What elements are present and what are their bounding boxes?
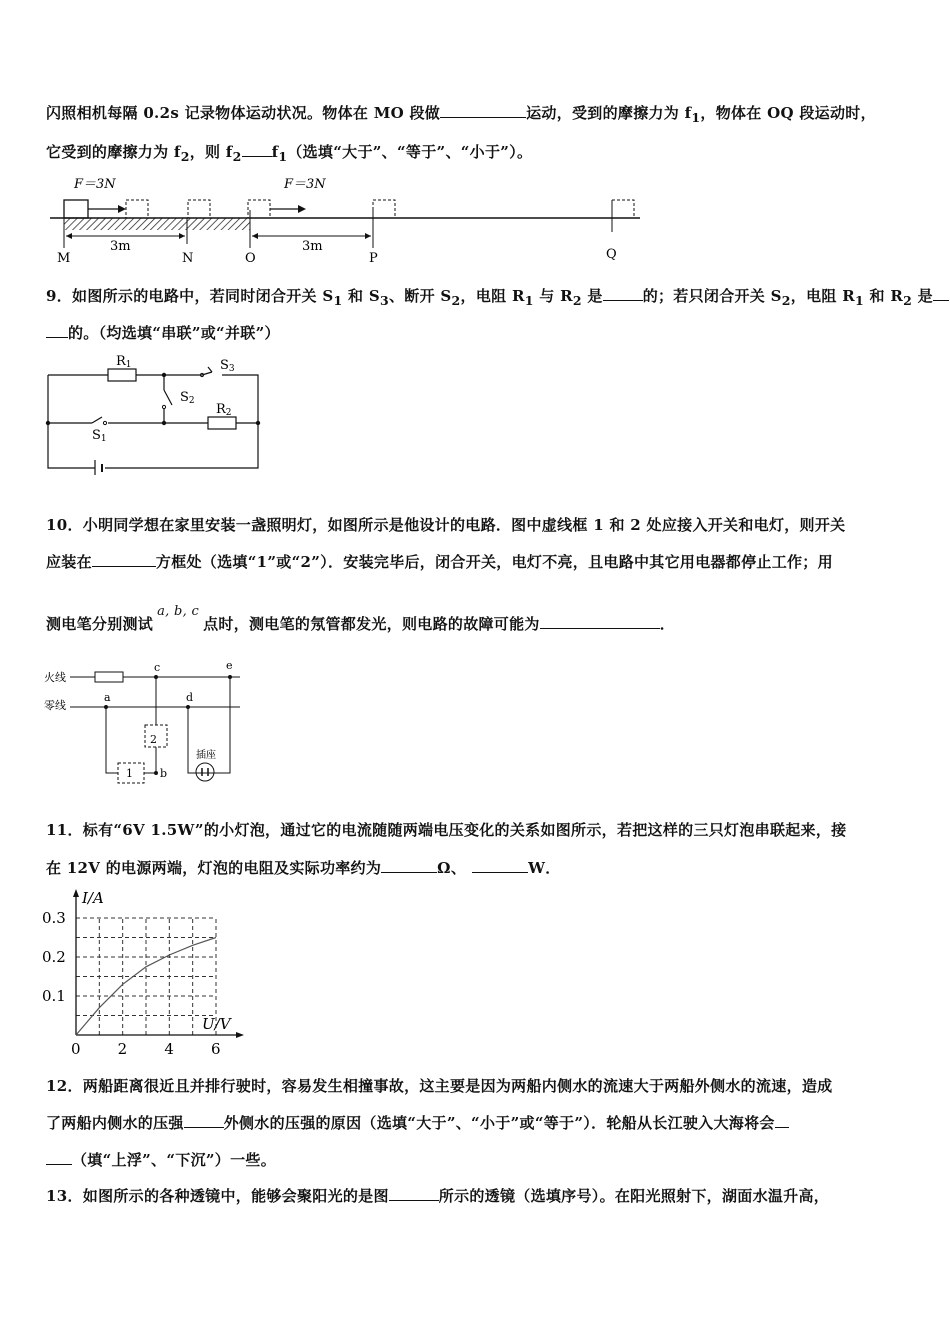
q10-blank-fault[interactable] <box>540 614 660 629</box>
q9-label-r2: R2 <box>216 402 232 418</box>
q9-text-line2: 的。（均选填“串联”或“并联”） <box>46 322 280 343</box>
q8-text-line1: 闪照相机每隔 0.2s 记录物体运动状况。物体在 MO 段做 运动，受到的摩擦力为 $f_1$，物体在 OQ 段运动时， <box>46 104 876 125</box>
x-tick-label: 0 <box>71 1040 81 1058</box>
q10-text-line3: 测电笔分别测试a, b, c点时，测电笔的氖管都发光，则电路的故障可能为 ． <box>46 604 676 633</box>
q11-blank-power[interactable] <box>472 858 528 873</box>
q11-iu-chart <box>40 885 270 1060</box>
q8-point-p: P <box>369 251 378 266</box>
q12-blank-float-a[interactable] <box>775 1113 789 1128</box>
svg-text:2: 2 <box>150 733 157 746</box>
q9-resistor-r2 <box>208 417 236 429</box>
q8-blank-motion[interactable] <box>440 103 526 118</box>
q11-blank-resistance[interactable] <box>381 858 437 873</box>
q9-resistor-r1 <box>108 369 136 381</box>
q10-socket-label: 插座 <box>196 750 216 761</box>
q13-text-line1: 13．如图所示的各种透镜中，能够会聚阳光的是图 所示的透镜（选填序号）。在阳光照射下，湖面水温升高， <box>46 1187 830 1205</box>
chart-ticks <box>42 909 221 1058</box>
q8-block-ghost <box>373 200 395 218</box>
q8-block-ghost <box>248 200 270 218</box>
q10-fuse <box>95 672 123 682</box>
svg-text:a: a <box>104 691 111 704</box>
q9-label-s2: S2 <box>180 390 195 406</box>
q8-block-ghost <box>188 200 210 218</box>
q10-live-label: 火线 <box>44 671 66 684</box>
q9-blank-2a[interactable] <box>933 286 949 301</box>
q8-force-right-label: F＝3N <box>284 177 326 192</box>
q9-label-s1: S1 <box>92 428 107 444</box>
q9-label-s3: S3 <box>220 358 235 374</box>
svg-text:e: e <box>226 659 233 672</box>
svg-text:1: 1 <box>126 767 133 780</box>
svg-text:c: c <box>154 661 161 674</box>
q9-blank-1[interactable] <box>603 286 643 301</box>
q10-socket <box>196 763 214 781</box>
q8-point-o: O <box>245 251 256 266</box>
svg-text:3m: 3m <box>110 239 131 254</box>
y-tick-label: 0.1 <box>42 987 66 1005</box>
q12-blank-float-b[interactable] <box>46 1150 72 1165</box>
svg-text:b: b <box>160 767 168 780</box>
q8-motion-figure <box>40 170 650 270</box>
q10-blank-position[interactable] <box>92 552 156 567</box>
q9-circuit-figure <box>40 345 280 475</box>
x-tick-label: 4 <box>164 1040 174 1058</box>
y-axis-arrow <box>73 889 79 897</box>
q13-blank-lens[interactable] <box>389 1186 439 1201</box>
q12-text-line3: （填“上浮”、“下沉”）一些。 <box>46 1149 276 1170</box>
q8-blank-compare[interactable] <box>242 142 272 157</box>
q8-point-n: N <box>182 251 194 266</box>
q11-text-line2: 在 12V 的电源两端，灯泡的电阻及实际功率约为 Ω、 W． <box>46 859 561 877</box>
q10-text-line2: 应装在 方框处（选填“1”或“2”）．安装完毕后，闭合开关，电灯不亮，且电路中其它用电器都停止工作；用 <box>46 553 833 571</box>
q8-force-left-label: F＝3N <box>74 177 116 192</box>
svg-text:3m: 3m <box>302 239 323 254</box>
q8-block-solid <box>64 200 88 218</box>
q8-block-ghost <box>126 200 148 218</box>
x-axis-arrow <box>236 1032 244 1038</box>
svg-text:d: d <box>186 691 194 704</box>
q9-label-r1: R1 <box>116 354 132 370</box>
q8-rough-surface <box>64 218 250 230</box>
x-tick-label: 2 <box>117 1040 128 1058</box>
x-tick-label: 6 <box>211 1040 221 1058</box>
chart-x-axis-label: U/V <box>202 1015 231 1033</box>
q12-text-line1: 12．两船距离很近且并排行驶时，容易发生相撞事故，这主要是因为两船内侧水的流速大于两船外侧水的流速，造成 <box>46 1077 833 1095</box>
q10-circuit-figure <box>40 655 250 790</box>
q8-point-m: M <box>57 251 71 266</box>
q8-point-q: Q <box>606 247 617 262</box>
q8-text-line2: 它受到的摩擦力为 $f_2$，则 $f_2$ $f_1$（选填“大于”、“等于”、“小于”）。 <box>46 143 533 164</box>
q9-blank-2b[interactable] <box>46 323 68 338</box>
q10-neutral-label: 零线 <box>44 699 66 712</box>
q8-arrowhead-left <box>118 205 126 213</box>
q11-text-line1: 11．标有“6V 1.5W”的小灯泡，通过它的电流随随两端电压变化的关系如图所示，若把这样的三只灯泡串联起来，接 <box>46 821 847 839</box>
y-tick-label: 0.3 <box>42 909 66 927</box>
chart-y-axis-label: I/A <box>82 889 104 907</box>
q12-text-line2: 了两船内侧水的压强 外侧水的压强的原因（选填“大于”、“小于”或“等于”）．轮船从长江驶入大海将会 <box>46 1112 789 1133</box>
chart-grid <box>76 918 216 1035</box>
q8-block-ghost <box>612 200 634 218</box>
q8-arrowhead-right <box>298 205 306 213</box>
q10-text-line1: 10．小明同学想在家里安装一盏照明灯，如图所示是他设计的电路．图中虚线框 1 和 2 处应接入开关和电灯，则开关 <box>46 516 846 534</box>
y-tick-label: 0.2 <box>42 948 66 966</box>
q12-blank-pressure[interactable] <box>184 1113 224 1128</box>
q9-text-line1: 9．如图所示的电路中，若同时闭合开关 $S_1$ 和 $S_3$、断开 $S_2$，电阻 $R_1$ 与 $R_2$ 是 的；若只闭合开关 $S_2$，电阻 $R_1$ 和 $R_2$ 是 <box>46 285 949 308</box>
